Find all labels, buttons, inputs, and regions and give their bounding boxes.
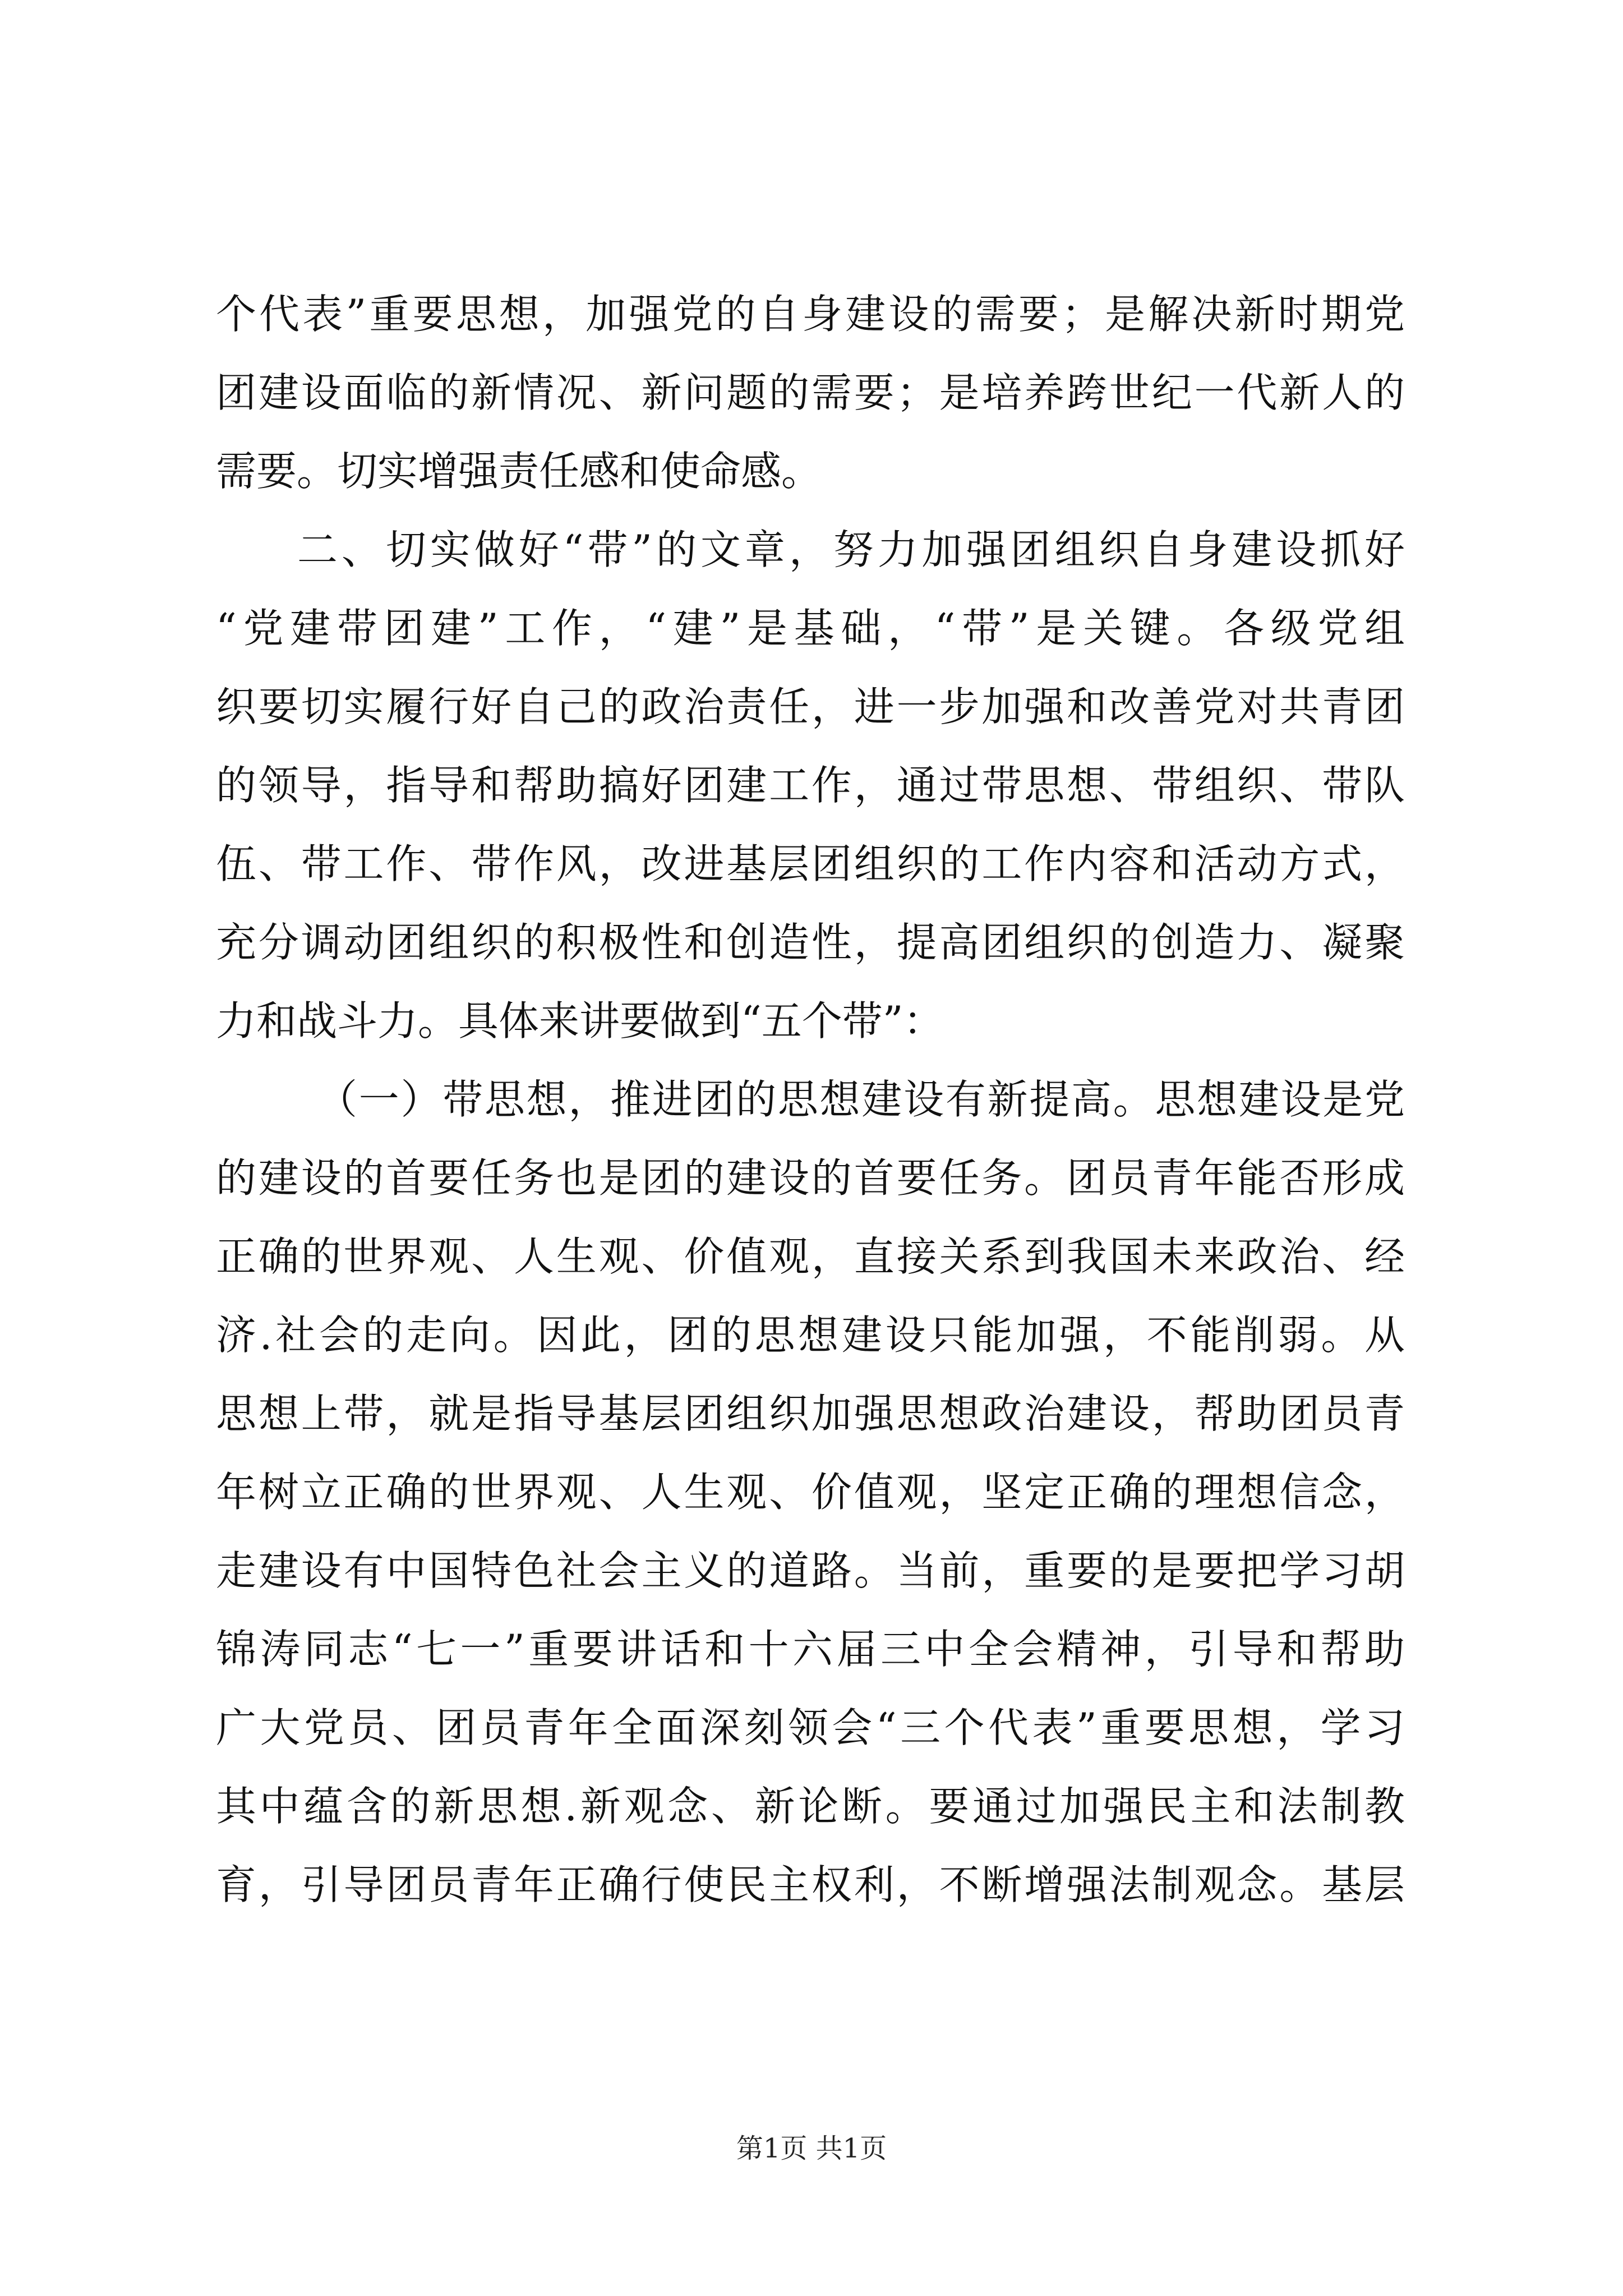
text-line-8: 伍、带工作、带作风，改进基层团组织的工作内容和活动方式， [216,840,1405,887]
page-footer: 第1页 共1页 [736,2133,887,2164]
text-line-3: 需要。切实增强责任感和使命感。 [216,448,822,495]
text-line-1: 个代表”重要思想，加强党的自身建设的需要；是解决新时期党 [216,291,1405,338]
text-line-15: 思想上带，就是指导基层团组织加强思想政治建设，帮助团员青 [216,1390,1405,1437]
text-line-21: 育，引导团员青年正确行使民主权利，不断增强法制观念。基层 [216,1861,1405,1908]
text-line-18: 锦涛同志“七一”重要讲话和十六届三中全会精神，引导和帮助 [216,1626,1405,1673]
text-line-9: 充分调动团组织的积极性和创造性，提高团组织的创造力、凝聚 [216,919,1405,966]
text-line-6: 织要切实履行好自己的政治责任，进一步加强和改善党对共青团 [216,683,1405,730]
text-line-12: 的建设的首要任务也是团的建设的首要任务。团员青年能否形成 [216,1154,1405,1202]
text-line-14: 济.社会的走向。因此，团的思想建设只能加强，不能削弱。从 [216,1312,1405,1359]
text-line-5: “党建带团建”工作，“建”是基础，“带”是关键。各级党组 [216,605,1405,652]
text-line-2: 团建设面临的新情况、新问题的需要；是培养跨世纪一代新人的 [216,369,1405,416]
text-line-17: 走建设有中国特色社会主义的道路。当前，重要的是要把学习胡 [216,1547,1405,1594]
subsection-heading-one: （一）带思想，推进团的思想建设有新提高。思想建设是党 [317,1076,1405,1123]
text-line-20: 其中蕴含的新思想.新观念、新论断。要通过加强民主和法制教 [216,1783,1405,1830]
text-line-16: 年树立正确的世界观、人生观、价值观，坚定正确的理想信念， [216,1469,1405,1516]
text-line-13: 正确的世界观、人生观、价值观，直接关系到我国未来政治、经 [216,1233,1405,1280]
text-line-7: 的领导，指导和帮助搞好团建工作，通过带思想、带组织、带队 [216,762,1405,809]
section-heading-two: 二、切实做好“带”的文章，努力加强团组织自身建设抓好 [297,526,1405,573]
text-line-19: 广大党员、团员青年全面深刻领会“三个代表”重要思想，学习 [216,1704,1405,1751]
text-line-10: 力和战斗力。具体来讲要做到“五个带”： [216,997,944,1045]
